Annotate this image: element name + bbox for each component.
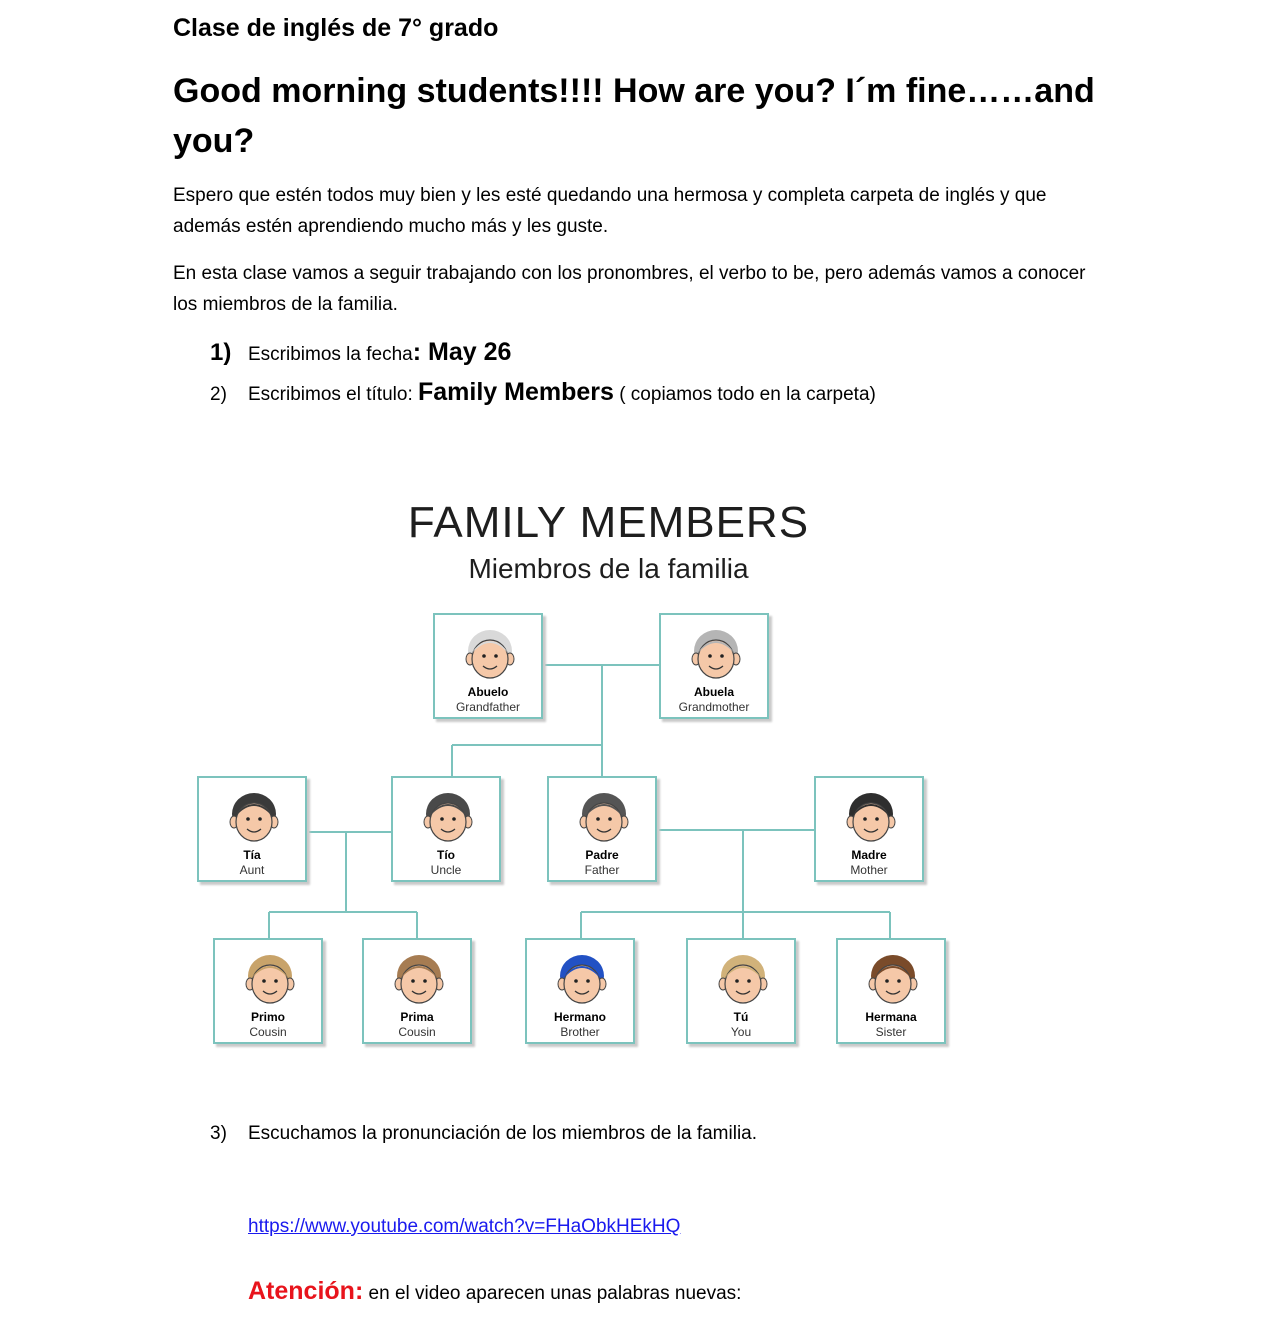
face-icon bbox=[868, 954, 918, 1006]
family-member-card bbox=[525, 938, 635, 1044]
member-spanish-name: Abuela bbox=[693, 685, 734, 699]
figure-subtitle bbox=[0, 553, 1275, 585]
member-spanish-name: Primo bbox=[250, 1010, 285, 1024]
face-icon bbox=[557, 954, 607, 1006]
family-member-card bbox=[213, 938, 323, 1044]
member-spanish-name: Tú bbox=[733, 1010, 749, 1024]
figure-subtitle-text: Miembros de la familia bbox=[468, 553, 749, 584]
family-member-card bbox=[547, 776, 657, 882]
family-member-card bbox=[659, 613, 769, 719]
figure-title bbox=[0, 498, 1275, 548]
face-icon bbox=[579, 792, 629, 844]
step-number: 1) bbox=[210, 339, 232, 366]
member-spanish-name: Padre bbox=[585, 848, 619, 862]
step-number: 3) bbox=[210, 1123, 227, 1144]
youtube-video-link[interactable]: https://www.youtube.com/watch?v=FHaObkHEkHQ bbox=[248, 1216, 681, 1237]
attention-label: Atención: bbox=[248, 1277, 364, 1305]
face-icon bbox=[691, 629, 741, 681]
attention-note bbox=[248, 1277, 741, 1306]
member-english-name: Cousin bbox=[249, 1025, 287, 1039]
step-2 bbox=[210, 378, 876, 407]
member-spanish-name: Hermano bbox=[553, 1010, 606, 1024]
intro-paragraph: Espero que estén todos muy bien y les esté quedando una hermosa y completa carpeta de inglés y que además estén aprendiendo mucho más y les guste. bbox=[173, 185, 1047, 237]
topic-paragraph: En esta clase vamos a seguir trabajando con los pronombres, el verbo to be, pero además vamos a conocer los miembros de la familia. bbox=[173, 263, 1086, 315]
step-colon: : bbox=[412, 338, 422, 366]
member-spanish-name: Prima bbox=[400, 1010, 434, 1024]
step-text: Escribimos la fecha bbox=[248, 344, 413, 365]
member-english-name: You bbox=[730, 1025, 752, 1039]
member-spanish-name: Tío bbox=[437, 848, 455, 862]
member-english-name: Cousin bbox=[398, 1025, 436, 1039]
family-member-card bbox=[686, 938, 796, 1044]
greeting-heading: Good morning students!!!! How are you? I´m fine……and you? bbox=[173, 72, 1095, 160]
title-value: Family Members bbox=[418, 378, 614, 406]
family-member-card bbox=[433, 613, 543, 719]
step-1 bbox=[210, 338, 511, 367]
member-english-name: Sister bbox=[875, 1025, 907, 1039]
family-member-card bbox=[391, 776, 501, 882]
class-title: Clase de inglés de 7° grado bbox=[173, 14, 499, 42]
face-icon bbox=[245, 954, 295, 1006]
figure-title-text: FAMILY MEMBERS bbox=[407, 498, 810, 547]
step-3 bbox=[210, 1123, 757, 1145]
member-english-name: Mother bbox=[850, 863, 888, 877]
member-english-name: Grandmother bbox=[678, 700, 750, 714]
face-icon bbox=[423, 792, 473, 844]
member-english-name: Uncle bbox=[430, 863, 462, 877]
member-spanish-name: Tía bbox=[243, 848, 261, 862]
face-icon bbox=[394, 954, 444, 1006]
face-icon bbox=[846, 792, 896, 844]
face-icon bbox=[718, 954, 768, 1006]
member-spanish-name: Hermana bbox=[865, 1010, 917, 1024]
step-text: Escuchamos la pronunciación de los miembros de la familia. bbox=[248, 1123, 758, 1144]
step-text: Escribimos el título: bbox=[248, 384, 418, 405]
face-icon bbox=[229, 792, 279, 844]
attention-text: en el video aparecen unas palabras nuevas: bbox=[363, 1283, 742, 1304]
member-spanish-name: Abuelo bbox=[467, 685, 509, 699]
member-english-name: Brother bbox=[560, 1025, 600, 1039]
member-english-name: Aunt bbox=[239, 863, 265, 877]
step-number: 2) bbox=[210, 384, 227, 405]
member-spanish-name: Madre bbox=[851, 848, 887, 862]
member-english-name: Grandfather bbox=[455, 700, 521, 714]
face-icon bbox=[465, 629, 515, 681]
family-member-card bbox=[814, 776, 924, 882]
date-value: May 26 bbox=[421, 338, 512, 366]
family-member-card bbox=[836, 938, 946, 1044]
family-member-card bbox=[197, 776, 307, 882]
step-note: ( copiamos todo en la carpeta) bbox=[613, 384, 876, 405]
member-english-name: Father bbox=[584, 863, 620, 877]
family-member-card bbox=[362, 938, 472, 1044]
